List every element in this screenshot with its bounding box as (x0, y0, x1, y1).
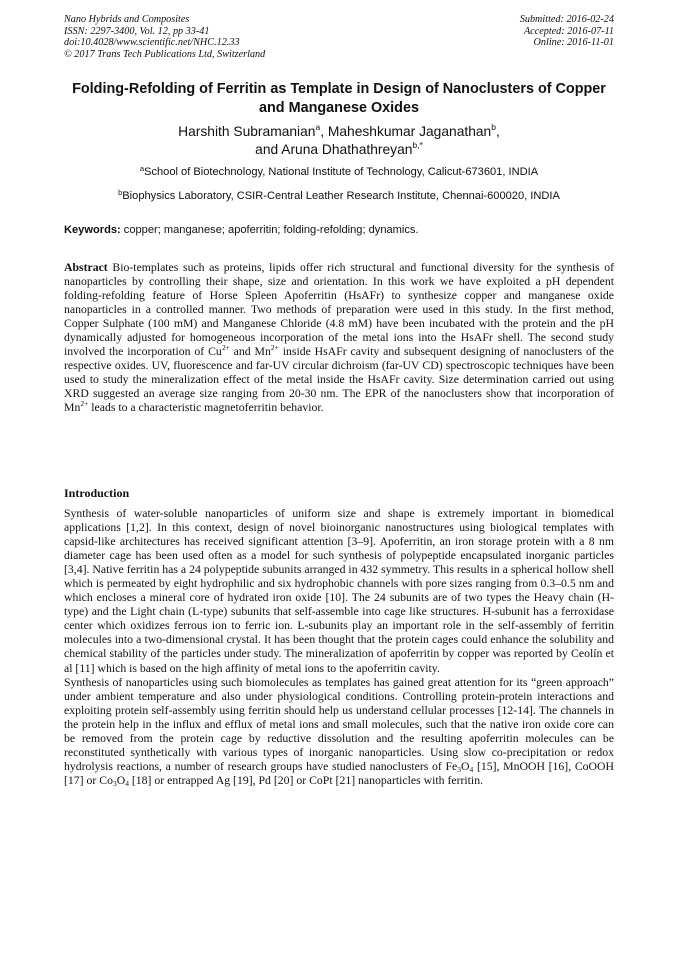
author-affiliation-mark: a (315, 122, 321, 132)
journal-name: Nano Hybrids and Composites (64, 14, 190, 25)
abstract: Abstract Bio-templates such as proteins, lipids offer rich structural and functional diversity for the synthesis of nanoparticles by controlling their shape, size and orientation. In this work we have exploited a pH dependent folding-refolding feature of Horse Spleen Apoferritin (HsAFr) to synthesize copper and manganese oxide nanoparticles in a controlled manner. Two methods of preparation were used in this study. In the first method, Copper Sulphate (100 mM) and Manganese Chloride (4.8 mM) have been incubated with the protein and the pH dynamically adjusted for homogeneous incorporation of the metal ions into the HsAFr shell. The second study involved the incorporation of $Cu^{2+}$ and $Mn^{2+}$ inside HsAFr cavity and subsequent designing of nanoclusters of the respective oxides. UV, fluorescence and far-UV circular dichroism (far-UV CD) spectroscopic techniques have been used to study the mineralization effect of the metal inside the HsAFr cavity. Size determination carried out using XRD suggested an average size ranging from 20-30 nm. The EPR of the nanoclusters show that incorporation of $Mn^{2+}$ leads to a characteristic magnetoferritin behavior. (64, 261, 614, 415)
author-affiliation-mark: b,* (412, 139, 423, 150)
affiliation-a: $^a$School of Biotechnology, National Institute of Technology, Calicut-673601, INDIA (139, 164, 539, 178)
keywords-label: Keywords: (64, 224, 121, 236)
journal-copyright: © 2017 Trans Tech Publications Ltd, Switzerland (64, 48, 266, 60)
affiliation-b: $^b$Biophysics Laboratory, CSIR-Central Leather Research Institute, Chennai-600020, INDIA (118, 188, 560, 202)
section-heading-introduction: Introduction (64, 486, 130, 500)
author-list: Harshith Subramanian$^a$, Maheshkumar Jaganathan$^b$, and Aruna Dhathathreyan$^{b,*}$ (178, 122, 500, 157)
intro-paragraph-1: Synthesis of water-soluble nanoparticles of uniform size and shape is extremely important in biomedical applications [1,2]. In this context, design of novel bioinorganic nanostructures using biological templates with capsid-like architectures has received significant attention [3–9]. Apoferritin, an iron storage protein with a 8 nm diameter cage has been used often as a model for such synthesis of polypeptide encapsulated inorganic particles [3,4]. Native ferritin has a 24 polypeptide subunits arranged in 432 symmetry. This results in a spherical hollow shell which is permeated by eight hydrophilic and six hydrophobic channels with pore sizes ranging from 0.3–0.5 nm and which encloses a mineral core of hydrated iron oxide [10]. The 24 subunits are of two types the Heavy chain (H-type) and the Light chain (L-type) subunits that self-assemble into cage like structures. H-subunit has a ferroxidase center which oxidizes ferrous ion to ferric ion. L-subunits play an important role in the self-assembly of ferritin molecules into a two-dimensional crystal. It has been thought that the protein cages could enhance the solubility and chemical stability of the particles under study. The mineralization of apoferritin by copper was reported by Ceolín et al [11] which is based on the high affinity of metal ions to the apoferritin cavity. (64, 507, 614, 675)
journal-info (64, 14, 265, 60)
author-name: and Aruna Dhathathreyan (255, 141, 413, 157)
abstract-label: Abstract (64, 261, 108, 274)
author-name: Harshith Subramanian (178, 124, 316, 139)
journal-issn: ISSN: 2297-3400, Vol. 12, pp 33-41 (64, 25, 210, 37)
author-affiliation-mark: b (491, 122, 496, 132)
keywords-text: copper; manganese; apoferritin; folding-refolding; dynamics. (120, 224, 419, 236)
author-name: Maheshkumar Jaganathan (327, 124, 492, 139)
date-submitted: Submitted: 2016-02-24 (519, 14, 614, 25)
keywords (64, 224, 614, 237)
paper-title: Folding-Refolding of Ferritin as Template in Design of Nanoclusters of Copper and Manganese Oxides (72, 81, 606, 116)
intro-paragraph-2: Synthesis of nanoparticles using such biomolecules as templates has gained great attention for its “green approach” under ambient temperature and also under physiological conditions. Controlling protein-protein interactions and exploiting protein self-assembly using ferritin should help us understand cellular processes [12-14]. The channels in the protein help in the influx and efflux of metal ions and small molecules, such that the native iron oxide core can be removed from the protein cage by reductive dissolution and the resulting apoferritin molecules can be reconstituted synthetically with various types of inorganic nanoparticles. Using slow co-precipitation or redox hydrolysis reactions, a number of research groups have studied nanoclusters of $Fe_3O_4$ [15], MnOOH [16], CoOOH [17] or $Co_3O_4$ [18] or entrapped Ag [19], Pd [20] or CoPt [21] nanoparticles with ferritin. (64, 675, 615, 788)
journal-doi: doi:10.4028/www.scientific.net/NHC.12.33 (64, 37, 240, 49)
date-accepted: Accepted: 2016-07-11 (523, 25, 614, 37)
date-online: Online: 2016-11-01 (533, 37, 614, 49)
submission-dates (520, 14, 614, 49)
introduction-body (64, 507, 614, 788)
